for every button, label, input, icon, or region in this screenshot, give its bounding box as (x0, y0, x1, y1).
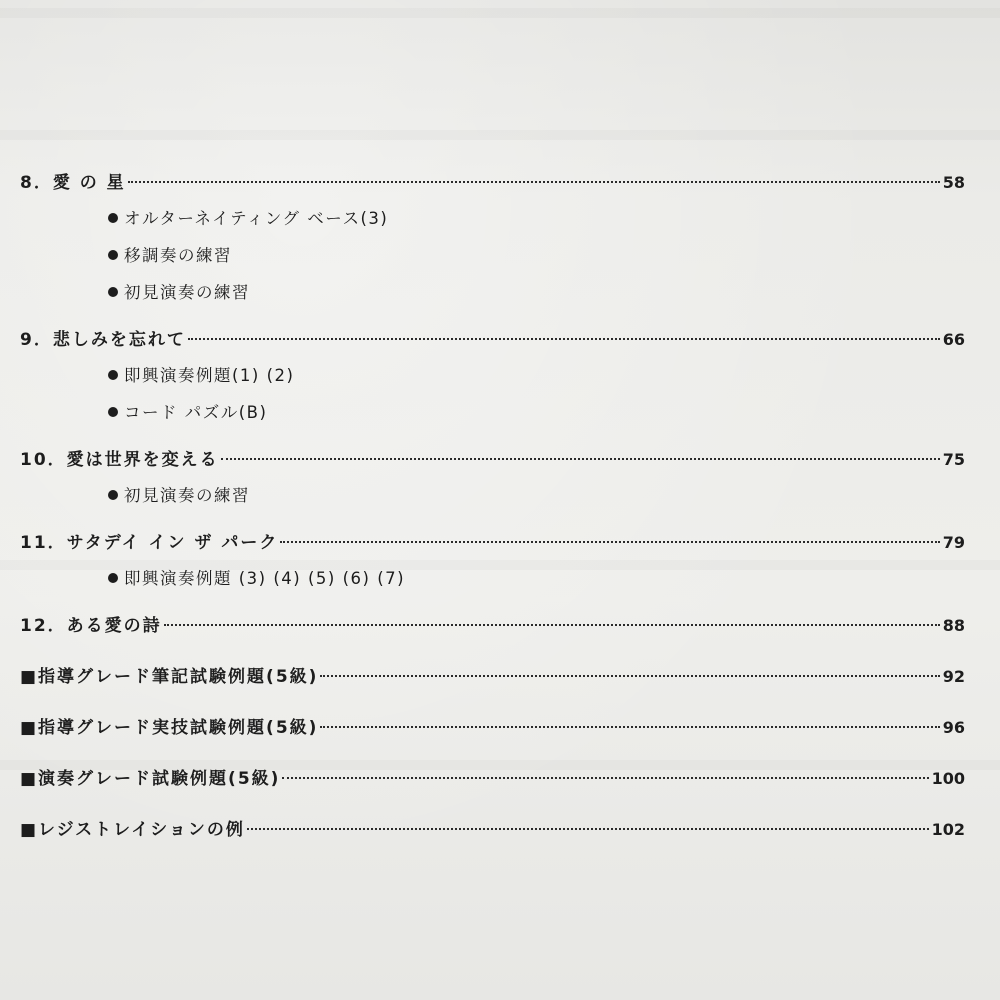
toc-entry-title: 10．愛は世界を変える (20, 450, 219, 470)
bleed-through-shading (0, 130, 1000, 140)
toc-page-number: 92 (942, 667, 965, 686)
bullet-icon (108, 407, 118, 417)
toc-subitem-label: 初見演奏の練習 (124, 486, 250, 505)
toc-subitem (20, 357, 965, 394)
table-of-contents (20, 165, 965, 847)
toc-subitem (20, 200, 965, 237)
toc-entry-title: ■指導グレード実技試験例題(5級) (20, 718, 319, 738)
toc-subitem-label: 即興演奏例題(1) (2) (124, 366, 295, 385)
toc-page-number: 96 (942, 718, 965, 737)
toc-entry-practical-exam (20, 710, 965, 745)
dot-leader (282, 777, 928, 779)
bullet-icon (108, 573, 118, 583)
bullet-icon (108, 370, 118, 380)
toc-entry-title: ■指導グレード筆記試験例題(5級) (20, 667, 319, 687)
dot-leader (320, 675, 939, 677)
toc-entry-9 (20, 322, 965, 357)
bullet-icon (108, 250, 118, 260)
toc-entry-title: ■レジストレイションの例 (20, 820, 245, 840)
toc-subitem-label: 即興演奏例題 (3) (4) (5) (6) (7) (124, 569, 406, 588)
dot-leader (280, 541, 939, 543)
toc-entry-title: 9．悲しみを忘れて (20, 330, 186, 350)
dot-leader (164, 624, 940, 626)
bleed-through-shading (0, 8, 1000, 18)
toc-page-number: 58 (942, 173, 965, 192)
toc-entry-10 (20, 442, 965, 477)
dot-leader (320, 726, 939, 728)
toc-entry-title: 11．サタデイ イン ザ パーク (20, 533, 279, 553)
toc-page-number: 66 (942, 330, 965, 349)
toc-entry-title: ■演奏グレード試験例題(5級) (20, 769, 281, 789)
dot-leader (221, 458, 940, 460)
dot-leader (128, 181, 940, 183)
toc-subitem (20, 237, 965, 274)
toc-subitem-label: 移調奏の練習 (124, 246, 232, 265)
toc-subitem-label: オルターネイティング ベース(3) (124, 209, 389, 228)
toc-entry-title: 12．ある愛の詩 (20, 616, 162, 636)
toc-page-number: 88 (942, 616, 965, 635)
toc-entry-11 (20, 525, 965, 560)
toc-subitem-label: コード パズル(B) (124, 403, 268, 422)
toc-page-number: 75 (942, 450, 965, 469)
toc-entry-written-exam (20, 659, 965, 694)
toc-subitem (20, 560, 965, 597)
toc-entry-performance-exam (20, 761, 965, 796)
toc-entry-8 (20, 165, 965, 200)
toc-entry-title: 8．愛 の 星 (20, 173, 126, 193)
toc-page-number: 100 (931, 769, 965, 788)
dot-leader (247, 828, 929, 830)
toc-subitem (20, 274, 965, 311)
toc-subitem-label: 初見演奏の練習 (124, 283, 250, 302)
toc-entry-registration (20, 812, 965, 847)
toc-page-number: 79 (942, 533, 965, 552)
dot-leader (188, 338, 940, 340)
bullet-icon (108, 213, 118, 223)
toc-subitem (20, 394, 965, 431)
toc-subitem (20, 477, 965, 514)
bullet-icon (108, 490, 118, 500)
toc-page-number: 102 (931, 820, 965, 839)
toc-entry-12 (20, 608, 965, 643)
bullet-icon (108, 287, 118, 297)
